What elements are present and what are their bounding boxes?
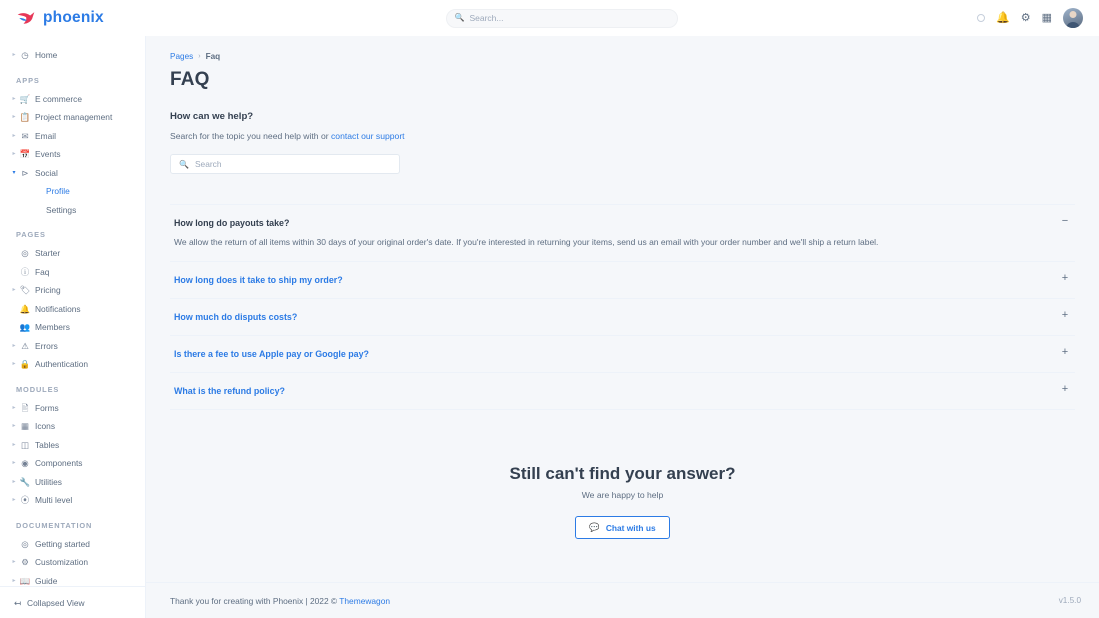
tag-icon: 🏷: [19, 285, 31, 295]
sidebar-item-customization[interactable]: [0, 553, 145, 572]
cta-title: Still can't find your answer?: [509, 464, 736, 484]
sidebar-section-pages: PAGES: [16, 230, 46, 239]
chevron-right-icon: ▸: [12, 95, 16, 102]
help-subtext: [170, 131, 1075, 141]
sidebar-item-label: Email: [35, 130, 56, 141]
sidebar-item-authentication[interactable]: [0, 355, 145, 374]
contact-support-link[interactable]: contact our support: [331, 131, 405, 141]
bell-icon[interactable]: 🔔: [996, 11, 1010, 24]
faq-search-placeholder: Search: [194, 159, 222, 169]
sidebar-item-starter[interactable]: [0, 244, 145, 263]
sidebar-item-label: Getting started: [35, 538, 90, 549]
faq-item[interactable]: [170, 372, 1075, 410]
faq-question: How long do payouts take?: [174, 218, 290, 228]
faq-question: Is there a fee to use Apple pay or Google pay?: [174, 349, 369, 360]
share-icon: ⊳: [21, 167, 29, 178]
sidebar-item-members[interactable]: [0, 318, 145, 337]
chevron-right-icon: ▸: [12, 577, 16, 584]
chevron-right-icon: ▸: [12, 460, 16, 467]
page-title: FAQ: [170, 69, 210, 90]
sidebar-item-pricing[interactable]: [0, 281, 145, 300]
chat-with-us-button[interactable]: [575, 516, 669, 539]
chevron-right-icon: ▸: [12, 151, 16, 158]
themewagon-link[interactable]: Themewagon: [339, 595, 391, 606]
sidebar-item-label: Faq: [35, 266, 50, 277]
chevron-right-icon: ▸: [12, 441, 16, 448]
chevron-right-icon: ▸: [12, 423, 16, 430]
envelope-icon: ✉: [21, 130, 29, 141]
sidebar: [0, 36, 146, 618]
main-content: [146, 36, 1099, 618]
sidebar-item-ecommerce[interactable]: [0, 90, 145, 109]
chevron-down-icon: ▾: [12, 169, 16, 176]
breadcrumb-root[interactable]: Pages: [170, 52, 194, 61]
sidebar-item-components[interactable]: [0, 454, 145, 473]
faq-expand-toggle[interactable]: +: [1061, 272, 1069, 285]
rocket-icon: ◎: [21, 248, 29, 258]
chevron-right-icon: ▸: [12, 478, 16, 485]
sidebar-item-label: Events: [35, 149, 61, 160]
sidebar-item-label: Tables: [35, 439, 60, 450]
chevron-right-icon: ▸: [12, 114, 16, 121]
chevron-right-icon: ▸: [12, 497, 16, 504]
faq-question: How much do disputs costs?: [174, 312, 298, 323]
chevron-right-icon: ▸: [12, 287, 16, 294]
sidebar-item-home[interactable]: [0, 46, 145, 65]
brand-logo-link[interactable]: [0, 0, 146, 36]
brand-name: phoenix: [43, 9, 104, 26]
sidebar-item-profile[interactable]: Profile: [46, 186, 70, 197]
target-icon: ◎: [21, 538, 29, 549]
theme-toggle-icon[interactable]: [977, 14, 985, 22]
phoenix-bird-logo-icon: [16, 8, 36, 28]
breadcrumb-current: Faq: [205, 52, 221, 61]
sidebar-item-label: Icons: [35, 421, 56, 432]
sidebar-item-label: Project management: [35, 112, 113, 123]
cart-icon: 🛒: [19, 93, 31, 104]
faq-accordion: [170, 204, 1075, 410]
sidebar-item-label: Starter: [35, 248, 61, 259]
sidebar-item-icons[interactable]: [0, 417, 145, 436]
faq-item[interactable]: [170, 298, 1075, 335]
sidebar-item-label: Utilities: [35, 476, 62, 487]
top-search-input[interactable]: [446, 9, 678, 28]
sidebar-section-modules: MODULES: [16, 384, 60, 394]
wrench-icon: 🔧: [19, 476, 31, 487]
sidebar-item-label: Errors: [35, 340, 58, 351]
sidebar-item-multi-level[interactable]: [0, 491, 145, 510]
faq-item[interactable]: [170, 261, 1075, 298]
sidebar-item-utilities[interactable]: [0, 473, 145, 492]
sidebar-item-settings[interactable]: Settings: [46, 204, 77, 215]
cta-subtitle: We are happy to help: [581, 490, 664, 501]
search-icon: 🔍: [454, 13, 465, 22]
sidebar-group-home: [0, 46, 145, 65]
sidebar-item-tables[interactable]: [0, 436, 145, 455]
footer-version: v1.5.0: [1058, 596, 1081, 605]
lock-icon: 🔒: [19, 359, 31, 369]
sidebar-item-errors[interactable]: [0, 337, 145, 356]
chevron-right-icon: ▸: [12, 52, 16, 59]
table-icon: ◫: [20, 439, 30, 450]
clipboard-icon: 📋: [19, 112, 31, 122]
collapsed-view-label: Collapsed View: [27, 597, 85, 608]
warning-triangle-icon: ⚠: [21, 340, 29, 351]
sidebar-item-events[interactable]: [0, 145, 145, 164]
sidebar-item-faq[interactable]: [0, 263, 145, 282]
sidebar-item-label: Customization: [35, 557, 89, 568]
footer: [146, 582, 1099, 618]
chevron-right-icon: ▸: [12, 132, 16, 139]
footer-credit-text: Thank you for creating with Phoenix | 2022 ©: [170, 595, 340, 606]
gear-icon[interactable]: ⚙: [1020, 11, 1031, 24]
sidebar-item-guide[interactable]: [0, 572, 145, 587]
sidebar-item-forms[interactable]: [0, 399, 145, 418]
faq-answer: We allow the return of all items within 30 days of your original order's date. If you're interested in returning your items, send us an email with your order number and we'll ship a return label.: [174, 237, 879, 247]
sidebar-item-label: Authentication: [35, 359, 89, 370]
apps-grid-icon[interactable]: ▦: [1041, 11, 1052, 24]
collapse-arrow-icon: ↤: [14, 597, 22, 608]
search-icon: 🔍: [179, 159, 189, 169]
top-search-placeholder: Search...: [469, 13, 504, 23]
sidebar-item-label: Guide: [35, 575, 58, 586]
faq-expand-toggle[interactable]: +: [1061, 383, 1069, 396]
calendar-icon: 📅: [19, 149, 31, 159]
components-icon: ◉: [21, 458, 29, 468]
top-search-wrap: [146, 9, 977, 28]
sidebar-item-social[interactable]: [0, 164, 145, 183]
sidebar-section-documentation: DOCUMENTATION: [16, 520, 93, 530]
topbar-actions: [977, 8, 1099, 28]
faq-collapse-toggle[interactable]: −: [1061, 215, 1069, 227]
faq-expand-toggle[interactable]: +: [1061, 346, 1069, 359]
sidebar-item-getting-started[interactable]: [0, 535, 145, 554]
question-circle-icon: ⓘ: [20, 266, 30, 277]
top-navbar: [0, 0, 1099, 36]
gear-icon: ⚙: [21, 557, 29, 567]
chat-bubble-icon: 💬: [589, 522, 600, 533]
sidebar-item-notifications[interactable]: [0, 300, 145, 319]
sidebar-item-label: Notifications: [35, 303, 81, 314]
footer-credit: [170, 596, 390, 606]
faq-expand-toggle[interactable]: +: [1061, 309, 1069, 322]
sidebar-item-label: Pricing: [35, 285, 61, 296]
sidebar-item-label: E commerce: [35, 93, 83, 104]
chevron-right-icon: ▸: [12, 361, 16, 368]
breadcrumb: [170, 52, 1075, 61]
help-subtext-prefix: Search for the topic you need help with or: [170, 131, 331, 141]
sidebar-section-apps: APPS: [16, 75, 40, 85]
faq-question: How long does it take to ship my order?: [174, 275, 343, 286]
cta-section: [170, 464, 1075, 539]
icons-grid-icon: ▦: [20, 421, 30, 431]
sidebar-item-label: Multi level: [35, 495, 73, 506]
clock-icon: ◷: [21, 50, 29, 60]
sidebar-item-email[interactable]: [0, 127, 145, 146]
faq-question: What is the refund policy?: [174, 386, 285, 397]
sidebar-item-label: Forms: [35, 402, 59, 413]
faq-item[interactable]: [170, 204, 1075, 261]
collapsed-view-toggle[interactable]: [0, 586, 145, 618]
chevron-right-icon: ▸: [12, 559, 16, 566]
sidebar-item-label: Components: [35, 458, 83, 469]
sidebar-nav: [0, 36, 145, 586]
faq-item[interactable]: [170, 335, 1075, 372]
sidebar-item-label: Members: [35, 322, 70, 333]
form-icon: 🖹: [21, 402, 29, 413]
help-heading: How can we help?: [170, 111, 254, 122]
sidebar-item-label: Social: [35, 167, 58, 178]
bell-icon: 🔔: [19, 303, 31, 314]
book-icon: 📖: [19, 575, 31, 586]
user-avatar[interactable]: [1063, 8, 1083, 28]
layers-icon: ⦿: [20, 495, 30, 505]
chevron-right-icon: ▸: [12, 342, 16, 349]
sidebar-item-label: Home: [35, 50, 58, 61]
chat-with-us-label: Chat with us: [605, 522, 656, 533]
breadcrumb-separator: ›: [198, 53, 201, 60]
chevron-right-icon: ▸: [12, 404, 16, 411]
faq-page: [146, 36, 1099, 539]
sidebar-item-project-management[interactable]: [0, 108, 145, 127]
people-icon: 👥: [19, 322, 31, 332]
faq-search-input[interactable]: [170, 154, 400, 174]
